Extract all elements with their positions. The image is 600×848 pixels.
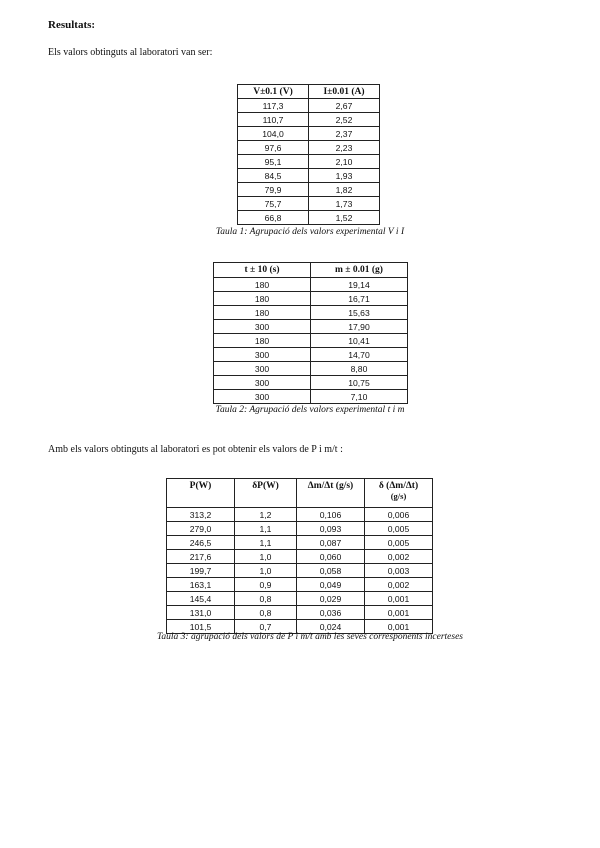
table-cell: 0,001 (365, 592, 433, 606)
table-header-row (167, 479, 433, 508)
table-row (238, 197, 380, 211)
table-cell: 0,9 (235, 578, 297, 592)
table-row (167, 592, 433, 606)
table-cell: 163,1 (167, 578, 235, 592)
table-cell: 16,71 (311, 292, 408, 306)
middle-paragraph: Amb els valors obtinguts al laboratori es pot obtenir els valors de P i m/t : (48, 444, 343, 455)
table-row (238, 113, 380, 127)
table-cell: 110,7 (238, 113, 309, 127)
table-cell: 2,23 (309, 141, 380, 155)
table-row (167, 522, 433, 536)
table-row (238, 211, 380, 225)
column-header (365, 479, 433, 508)
table2-caption: Taula 2: Agrupació dels valors experimental t i m (215, 405, 405, 415)
table-row (214, 376, 408, 390)
table-cell: 117,3 (238, 99, 309, 113)
table-row (238, 155, 380, 169)
table-cell: 0,001 (365, 620, 433, 634)
table-row (214, 348, 408, 362)
column-header: t ± 10 (s) (214, 263, 311, 278)
table-cell: 199,7 (167, 564, 235, 578)
table-row (167, 508, 433, 522)
table-cell: 101,5 (167, 620, 235, 634)
table-cell: 104,0 (238, 127, 309, 141)
table-header-row (214, 263, 408, 278)
column-header: I±0.01 (A) (309, 85, 380, 99)
table-cell: 2,10 (309, 155, 380, 169)
table-cell: 75,7 (238, 197, 309, 211)
table-cell: 0,003 (365, 564, 433, 578)
table-cell: 14,70 (311, 348, 408, 362)
table-cell: 1,2 (235, 508, 297, 522)
table-cell: 97,6 (238, 141, 309, 155)
table-cell: 10,41 (311, 334, 408, 348)
table-row (214, 292, 408, 306)
table-cell: 0,8 (235, 592, 297, 606)
table-cell: 1,0 (235, 564, 297, 578)
table-cell: 0,087 (297, 536, 365, 550)
table-cell: 0,7 (235, 620, 297, 634)
table-row (167, 564, 433, 578)
table-row (167, 606, 433, 620)
table-cell: 0,002 (365, 550, 433, 564)
table-row (167, 536, 433, 550)
table-cell: 246,5 (167, 536, 235, 550)
column-header-line: δ (Δm/Δt) (378, 481, 419, 491)
table-cell: 79,9 (238, 183, 309, 197)
table-cell: 0,006 (365, 508, 433, 522)
table-cell: 1,93 (309, 169, 380, 183)
table-cell: 66,8 (238, 211, 309, 225)
table-row (238, 141, 380, 155)
table-cell: 0,058 (297, 564, 365, 578)
table-cell: 1,1 (235, 536, 297, 550)
table-cell: 300 (214, 348, 311, 362)
table-cell: 1,82 (309, 183, 380, 197)
column-header: m ± 0.01 (g) (311, 263, 408, 278)
table-cell: 7,10 (311, 390, 408, 404)
column-header: P(W) (167, 479, 235, 508)
table-cell: 131,0 (167, 606, 235, 620)
table-cell: 0,029 (297, 592, 365, 606)
table-cell: 313,2 (167, 508, 235, 522)
table-cell: 10,75 (311, 376, 408, 390)
table-row (238, 99, 380, 113)
table-row (214, 334, 408, 348)
table-cell: 0,093 (297, 522, 365, 536)
table-cell: 300 (214, 390, 311, 404)
table-cell: 15,63 (311, 306, 408, 320)
table-cell: 1,1 (235, 522, 297, 536)
column-header-unit: (g/s) (390, 491, 407, 501)
table-cell: 0,024 (297, 620, 365, 634)
table-cell: 84,5 (238, 169, 309, 183)
table-cell: 180 (214, 306, 311, 320)
table-cell: 217,6 (167, 550, 235, 564)
table-cell: 300 (214, 320, 311, 334)
table-row (214, 320, 408, 334)
table-cell: 8,80 (311, 362, 408, 376)
table-row (238, 169, 380, 183)
table-row (214, 390, 408, 404)
table-header-row (238, 85, 380, 99)
table-time-mass (213, 262, 408, 404)
table-power-rate (166, 478, 433, 634)
table-cell: 17,90 (311, 320, 408, 334)
table-cell: 180 (214, 278, 311, 292)
column-header: δP(W) (235, 479, 297, 508)
column-header: V±0.1 (V) (238, 85, 309, 99)
table-cell: 2,52 (309, 113, 380, 127)
table-cell: 0,106 (297, 508, 365, 522)
table-cell: 0,005 (365, 536, 433, 550)
table-cell: 300 (214, 362, 311, 376)
table-cell: 1,73 (309, 197, 380, 211)
table-cell: 279,0 (167, 522, 235, 536)
table-row (167, 550, 433, 564)
section-heading: Resultats: (48, 19, 96, 31)
intro-paragraph: Els valors obtinguts al laboratori van ser: (48, 47, 213, 58)
table-row (238, 183, 380, 197)
table-cell: 300 (214, 376, 311, 390)
table-row (214, 306, 408, 320)
table-cell: 180 (214, 334, 311, 348)
table-row (167, 578, 433, 592)
table-cell: 0,060 (297, 550, 365, 564)
table-cell: 1,52 (309, 211, 380, 225)
table-row (238, 127, 380, 141)
table-cell: 95,1 (238, 155, 309, 169)
table-cell: 145,4 (167, 592, 235, 606)
column-header: Δm/Δt (g/s) (297, 479, 365, 508)
table-cell: 0,036 (297, 606, 365, 620)
table-cell: 0,002 (365, 578, 433, 592)
table-cell: 0,005 (365, 522, 433, 536)
table-cell: 19,14 (311, 278, 408, 292)
table-voltage-current (237, 84, 380, 225)
table-cell: 2,67 (309, 99, 380, 113)
table-cell: 180 (214, 292, 311, 306)
table-cell: 2,37 (309, 127, 380, 141)
table-row (214, 278, 408, 292)
table-cell: 0,8 (235, 606, 297, 620)
table-cell: 0,001 (365, 606, 433, 620)
table1-caption: Taula 1: Agrupació dels valors experimental V i I (215, 227, 405, 237)
table3-caption: Taula 3: agrupació dels valors de P i m/t amb les seves corresponents incerteses (157, 632, 463, 642)
table-cell: 1,0 (235, 550, 297, 564)
table-cell: 0,049 (297, 578, 365, 592)
table-row (214, 362, 408, 376)
